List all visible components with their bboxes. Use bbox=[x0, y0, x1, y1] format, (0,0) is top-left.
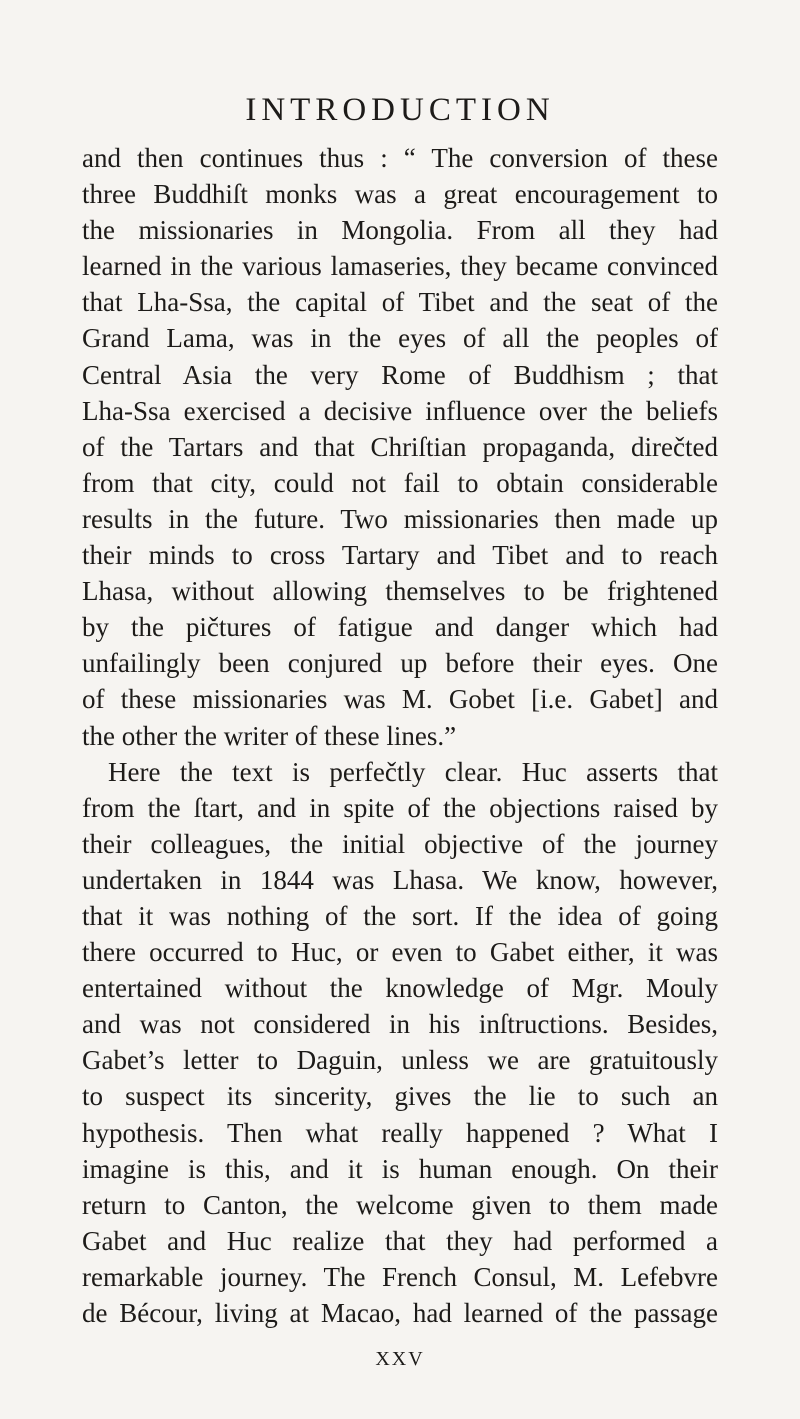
text-line: Central Asia the very Rome of Buddhism ; that bbox=[82, 359, 718, 390]
text-line: Lhasa, without allowing themselves to be frightened bbox=[82, 576, 718, 607]
text-line: the missionaries in Mongolia. From all they had bbox=[82, 215, 718, 246]
text-line: three Buddhiſt monks was a great encouragement to bbox=[82, 179, 718, 210]
text-line: and then continues thus : “ The conversion of these bbox=[82, 143, 718, 173]
text-line: to suspect its sincerity, gives the lie to such an bbox=[82, 1081, 718, 1112]
text-line: Grand Lama, was in the eyes of all the peoples of bbox=[82, 323, 718, 354]
text-line: unfailingly been conjured up before their eyes. One bbox=[82, 648, 718, 679]
page-number: XXV bbox=[375, 1348, 425, 1370]
text-line: hypothesis. Then what really happened ? What I bbox=[82, 1117, 718, 1148]
text-line: by the pičtures of fatigue and danger which had bbox=[82, 612, 718, 643]
text-line: remarkable journey. The French Consul, M. Lefebvre bbox=[82, 1261, 718, 1292]
text-line: return to Canton, the welcome given to them made bbox=[82, 1189, 718, 1220]
text-line: Gabet’s letter to Daguin, unless we are gratuitously bbox=[82, 1045, 718, 1076]
text-line: there occurred to Huc, or even to Gabet either, it was bbox=[82, 937, 718, 968]
text-line: from that city, could not fail to obtain considerable bbox=[82, 467, 718, 498]
text-line: that it was nothing of the sort. If the idea of going bbox=[82, 900, 718, 931]
text-line: undertaken in 1844 was Lhasa. We know, however, bbox=[82, 864, 718, 895]
text-line: the other the writer of these lines.” bbox=[82, 720, 457, 751]
text-line: their colleagues, the initial objective of the journey bbox=[82, 828, 718, 859]
text-line: results in the future. Two missionaries then made up bbox=[82, 503, 718, 534]
text-line: Gabet and Huc realize that they had performed a bbox=[82, 1225, 718, 1256]
text-line: entertained without the knowledge of Mgr. Mouly bbox=[82, 973, 718, 1004]
text-line: of these missionaries was M. Gobet [i.e. Gabet] and bbox=[82, 684, 718, 715]
text-line: Here the text is perfečtly clear. Huc asserts that bbox=[108, 756, 718, 787]
text-line: their minds to cross Tartary and Tibet and to reach bbox=[82, 540, 718, 571]
text-line: imagine is this, and it is human enough. On their bbox=[82, 1153, 718, 1184]
text-line: from the ſtart, and in spite of the objections raised by bbox=[82, 792, 718, 823]
paragraph bbox=[82, 754, 718, 1332]
text-line: that Lha-Ssa, the capital of Tibet and the seat of the bbox=[82, 287, 718, 318]
running-head: INTRODUCTION bbox=[245, 92, 555, 128]
text-line: Lha-Ssa exercised a decisive influence over the beliefs bbox=[82, 395, 718, 426]
text-line: and was not considered in his inſtructions. Besides, bbox=[82, 1009, 718, 1040]
body-text bbox=[82, 140, 718, 1331]
text-line: learned in the various lamaseries, they became convinced bbox=[82, 251, 718, 282]
text-line: de Bécour, living at Macao, had learned of the passage bbox=[82, 1298, 718, 1328]
paragraph bbox=[82, 140, 718, 754]
text-line: of the Tartars and that Chriſtian propaganda, direčted bbox=[82, 431, 718, 462]
